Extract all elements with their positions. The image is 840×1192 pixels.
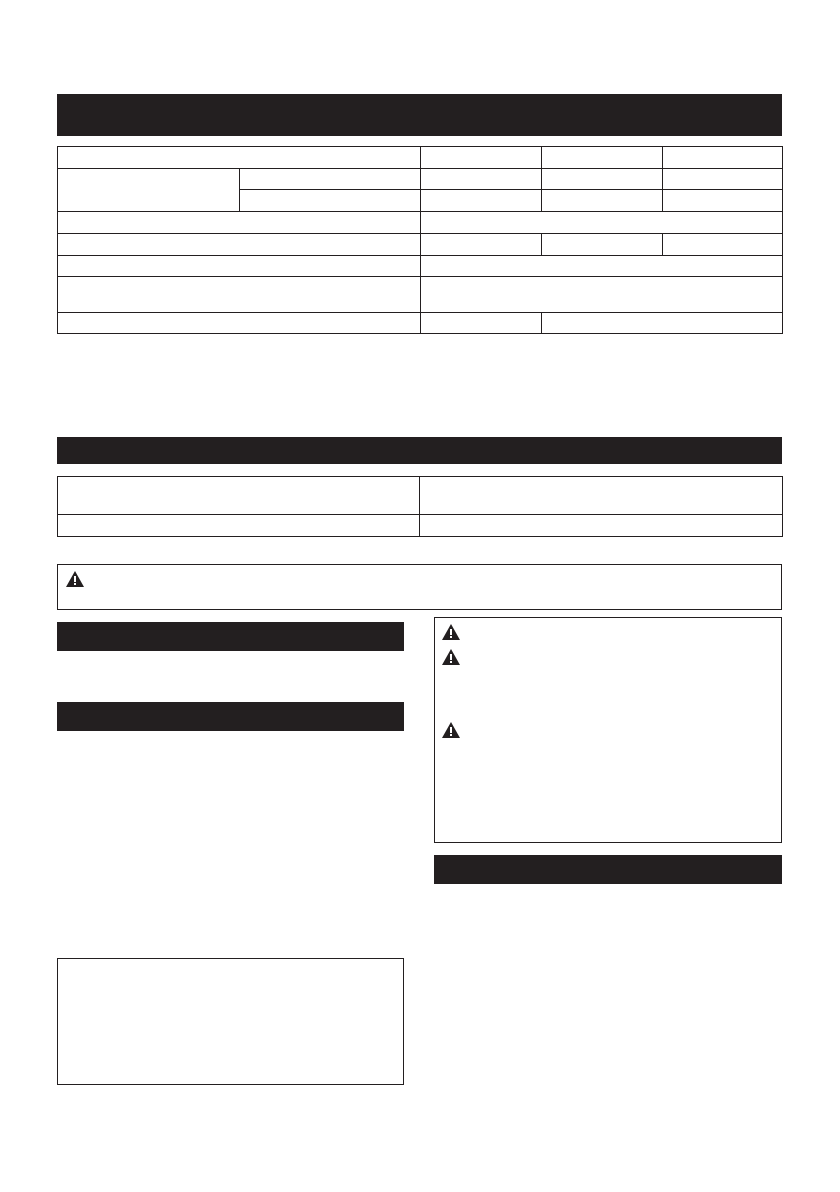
warning-notice-box: [57, 564, 782, 610]
table-cell: [542, 313, 783, 334]
table-cell: [58, 477, 420, 515]
table-row: [58, 277, 783, 313]
table-cell: [542, 169, 663, 190]
table-cell: [663, 147, 783, 169]
table-cell: [542, 234, 663, 256]
divider: [434, 882, 782, 884]
warning-triangle-icon: [66, 571, 84, 587]
table-cell: [542, 147, 663, 169]
table-cell: [240, 190, 421, 212]
table-row: [58, 147, 783, 169]
table-cell: [663, 169, 783, 190]
table-cell: [421, 190, 542, 212]
section-two-heading: [57, 437, 782, 464]
right-heading: [434, 855, 782, 882]
table-cell: [58, 277, 421, 313]
warning-triangle-icon: [442, 722, 460, 738]
specifications-table: [57, 146, 783, 334]
note-box: [57, 958, 404, 1085]
warning-triangle-icon: [442, 624, 460, 640]
table-cell: [421, 277, 783, 313]
table-cell: [420, 515, 783, 537]
table-cell: [663, 190, 783, 212]
table-cell: [542, 190, 663, 212]
table-row: [58, 234, 783, 256]
warnings-box: [434, 617, 782, 843]
table-cell: [58, 212, 421, 234]
section-two-table: [57, 476, 783, 537]
table-row: [58, 313, 783, 334]
table-row: [58, 477, 783, 515]
table-cell: [58, 313, 421, 334]
table-row: [58, 256, 783, 277]
table-cell: [58, 256, 421, 277]
left-heading-two: [57, 702, 404, 729]
table-cell: [58, 169, 240, 212]
table-row: [58, 169, 783, 190]
left-heading-one: [57, 622, 404, 649]
specifications-heading: [57, 94, 782, 136]
table-cell: [421, 147, 542, 169]
table-cell: [663, 234, 783, 256]
table-cell: [421, 234, 542, 256]
table-cell: [58, 515, 420, 537]
table-row: [58, 212, 783, 234]
table-cell: [420, 477, 783, 515]
table-cell: [421, 256, 783, 277]
table-cell: [58, 234, 421, 256]
table-row: [58, 515, 783, 537]
divider: [57, 729, 404, 731]
table-cell: [421, 212, 783, 234]
table-cell: [240, 169, 421, 190]
table-cell: [421, 169, 542, 190]
divider: [57, 649, 404, 651]
warning-triangle-icon: [442, 649, 460, 665]
table-cell: [58, 147, 421, 169]
table-cell: [421, 313, 542, 334]
